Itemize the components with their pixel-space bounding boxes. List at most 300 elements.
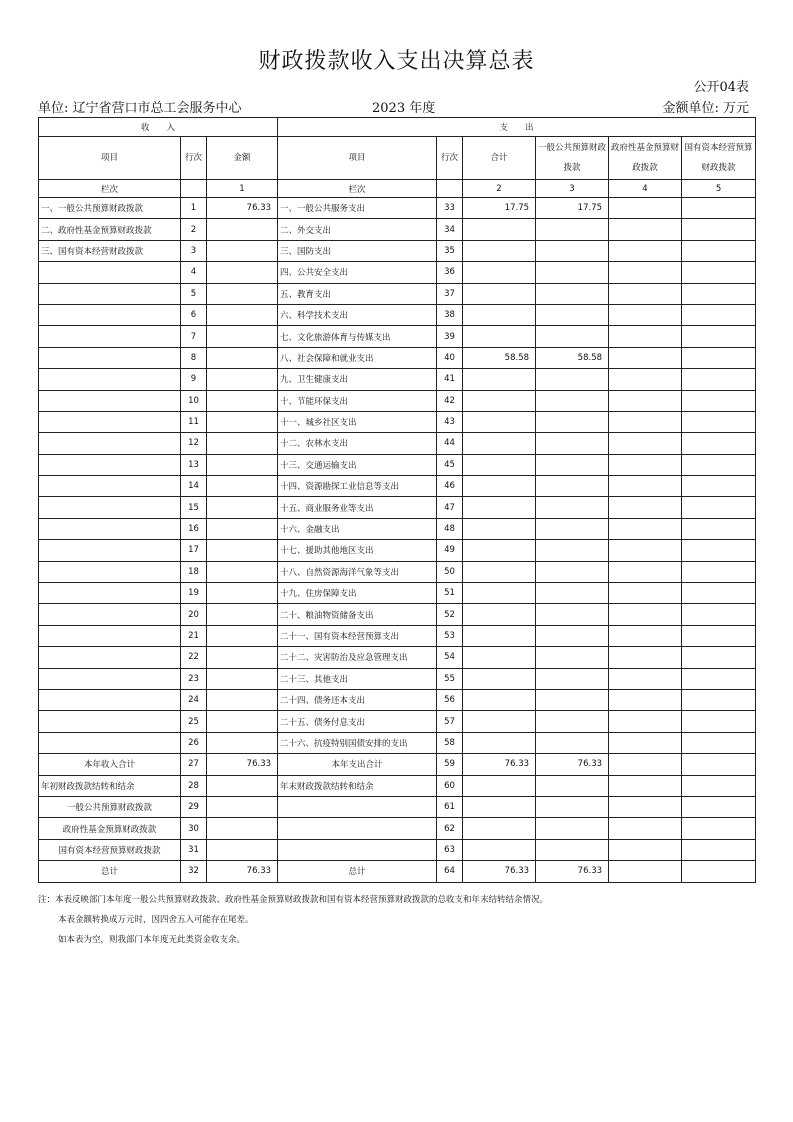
income-amount-cell [207,369,278,390]
income-item-cell [39,625,181,646]
expense-item-cell: 十四、资源勘探工业信息等支出 [278,476,437,497]
expense-row-no-cell: 59 [437,754,463,775]
expense-row-no-cell: 34 [437,219,463,240]
income-row-no-cell: 7 [181,326,207,347]
col-index-state-capital: 5 [682,180,756,198]
expense-gov-fund-cell [609,583,682,604]
expense-row-no-cell: 47 [437,497,463,518]
income-item-cell [39,454,181,475]
table-row [39,476,756,497]
expense-row-no-cell: 60 [437,775,463,796]
expense-item-cell: 一、一般公共服务支出 [278,198,437,219]
income-amount-cell [207,497,278,518]
expense-item-cell [278,796,437,817]
col-header-total: 合计 [463,137,536,180]
table-row [39,711,756,732]
expense-item-cell: 二、外交支出 [278,219,437,240]
income-item-cell [39,689,181,710]
income-item-cell [39,561,181,582]
col-index-amount: 1 [207,180,278,198]
table-row [39,411,756,432]
expense-item-cell: 十九、住房保障支出 [278,583,437,604]
expense-general-cell: 76.33 [536,754,609,775]
income-row-no-cell: 18 [181,561,207,582]
expense-gov-fund-cell [609,497,682,518]
expense-total-cell [463,433,536,454]
table-row [39,668,756,689]
expense-row-no-cell: 45 [437,454,463,475]
column-index-row [39,180,756,198]
note-1: 注：本表反映部门本年度一般公共预算财政拨款、政府性基金预算财政拨款和国有资本经营预算财政拨款的总收支和年末结转结余情况。 [38,895,549,905]
expense-item-cell: 十、节能环保支出 [278,390,437,411]
expense-gov-fund-cell [609,540,682,561]
expense-state-capital-cell [682,839,756,860]
income-item-cell [39,390,181,411]
expense-state-capital-cell [682,390,756,411]
expense-total-cell [463,497,536,518]
expense-general-cell [536,433,609,454]
expense-total-cell [463,540,536,561]
expense-item-cell: 年末财政拨款结转和结余 [278,775,437,796]
income-row-no-cell: 29 [181,796,207,817]
table-row [39,754,756,775]
expense-gov-fund-cell [609,796,682,817]
expense-general-cell [536,283,609,304]
table-row [39,796,756,817]
income-amount-cell [207,347,278,368]
expense-item-cell: 三、国防支出 [278,240,437,261]
expense-item-cell [278,818,437,839]
expense-state-capital-cell [682,198,756,219]
expense-general-cell [536,219,609,240]
expense-item-cell: 七、文化旅游体育与传媒支出 [278,326,437,347]
income-row-no-cell: 22 [181,647,207,668]
expense-gov-fund-cell [609,433,682,454]
expense-gov-fund-cell [609,198,682,219]
expense-row-no-cell: 35 [437,240,463,261]
expense-state-capital-cell [682,561,756,582]
expense-gov-fund-cell [609,347,682,368]
expense-state-capital-cell [682,369,756,390]
expense-total-cell [463,625,536,646]
income-item-cell [39,262,181,283]
expense-total-cell [463,668,536,689]
expense-general-cell [536,240,609,261]
budget-summary-table [38,117,756,883]
income-amount-cell [207,689,278,710]
income-row-no-cell: 17 [181,540,207,561]
note-3: 如本表为空，则我部门本年度无此类资金收支余。 [58,935,246,945]
expense-gov-fund-cell [609,240,682,261]
expense-item-cell: 五、教育支出 [278,283,437,304]
expense-total-cell [463,604,536,625]
expense-state-capital-cell [682,818,756,839]
income-row-no-cell: 11 [181,411,207,432]
income-row-no-cell: 24 [181,689,207,710]
income-row-no-cell: 25 [181,711,207,732]
col-header-general: 一般公共预算财政拨款 [536,137,609,180]
expense-gov-fund-cell [609,283,682,304]
expense-general-cell: 58.58 [536,347,609,368]
table-row [39,861,756,882]
expense-state-capital-cell [682,454,756,475]
income-amount-cell [207,839,278,860]
income-item-cell [39,583,181,604]
income-row-no-cell: 9 [181,369,207,390]
income-item-cell [39,411,181,432]
expense-item-cell: 六、科学技术支出 [278,304,437,325]
income-amount-cell: 76.33 [207,861,278,882]
income-amount-cell [207,625,278,646]
expense-gov-fund-cell [609,454,682,475]
table-row [39,540,756,561]
col-index-exp-label: 栏次 [278,180,437,198]
expense-item-cell: 四、公共安全支出 [278,262,437,283]
income-amount-cell [207,583,278,604]
income-row-no-cell: 16 [181,518,207,539]
page-title: 财政拨款收入支出决算总表 [258,49,535,74]
expense-total-cell [463,689,536,710]
income-item-cell: 一、一般公共预算财政拨款 [39,198,181,219]
income-item-cell [39,711,181,732]
table-row [39,775,756,796]
expense-gov-fund-cell [609,861,682,882]
expense-state-capital-cell [682,347,756,368]
table-row [39,818,756,839]
income-item-cell: 政府性基金预算财政拨款 [39,818,181,839]
col-index-total: 2 [463,180,536,198]
income-amount-cell [207,454,278,475]
col-header-item: 项目 [39,137,181,180]
expense-total-cell [463,583,536,604]
income-amount-cell [207,732,278,753]
expense-gov-fund-cell [609,732,682,753]
expense-general-cell [536,454,609,475]
expense-total-cell: 58.58 [463,347,536,368]
expense-state-capital-cell [682,540,756,561]
expense-general-cell [536,818,609,839]
expense-general-cell: 76.33 [536,861,609,882]
expense-general-cell [536,647,609,668]
expense-state-capital-cell [682,689,756,710]
income-amount-cell [207,668,278,689]
income-item-cell: 二、政府性基金预算财政拨款 [39,219,181,240]
expense-gov-fund-cell [609,647,682,668]
expense-row-no-cell: 42 [437,390,463,411]
col-index-general: 3 [536,180,609,198]
expense-gov-fund-cell [609,754,682,775]
income-row-no-cell: 4 [181,262,207,283]
income-row-no-cell: 2 [181,219,207,240]
income-row-no-cell: 28 [181,775,207,796]
income-row-no-cell: 8 [181,347,207,368]
col-index-gov-fund: 4 [609,180,682,198]
expense-item-cell: 八、社会保障和就业支出 [278,347,437,368]
income-row-no-cell: 5 [181,283,207,304]
expense-total-cell: 76.33 [463,754,536,775]
expense-gov-fund-cell [609,839,682,860]
income-amount-cell [207,818,278,839]
income-row-no-cell: 3 [181,240,207,261]
table-row [39,198,756,219]
expense-row-no-cell: 61 [437,796,463,817]
table-row [39,625,756,646]
table-row [39,647,756,668]
expense-item-cell [278,839,437,860]
table-row [39,347,756,368]
expense-total-cell [463,304,536,325]
expense-total-cell [463,775,536,796]
expense-gov-fund-cell [609,326,682,347]
amount-unit: 金额单位: 万元 [662,101,749,116]
table-row [39,732,756,753]
expense-general-cell [536,561,609,582]
expense-total-cell [463,369,536,390]
expense-total-cell [463,518,536,539]
form-number: 公开04表 [693,80,749,95]
expense-general-cell [536,326,609,347]
expense-general-cell [536,796,609,817]
expense-row-no-cell: 53 [437,625,463,646]
expense-row-no-cell: 36 [437,262,463,283]
income-amount-cell [207,411,278,432]
expense-general-cell [536,839,609,860]
income-item-cell: 总计 [39,861,181,882]
expense-total-cell [463,390,536,411]
income-amount-cell [207,433,278,454]
expense-gov-fund-cell [609,262,682,283]
expense-row-no-cell: 39 [437,326,463,347]
expense-total-cell [463,262,536,283]
income-amount-cell [207,604,278,625]
expense-item-cell: 十五、商业服务业等支出 [278,497,437,518]
expense-total-cell: 17.75 [463,198,536,219]
expense-total-cell [463,454,536,475]
expense-gov-fund-cell [609,476,682,497]
expense-state-capital-cell [682,433,756,454]
expense-general-cell [536,369,609,390]
expense-row-no-cell: 50 [437,561,463,582]
table-row [39,369,756,390]
income-amount-cell [207,540,278,561]
table-row [39,433,756,454]
income-amount-cell [207,796,278,817]
expense-general-cell [536,625,609,646]
expense-item-cell: 二十六、抗疫特别国债安排的支出 [278,732,437,753]
expense-general-cell [536,775,609,796]
expense-state-capital-cell [682,219,756,240]
expense-row-no-cell: 55 [437,668,463,689]
income-item-cell [39,283,181,304]
table-row [39,518,756,539]
expense-row-no-cell: 49 [437,540,463,561]
expense-general-cell [536,304,609,325]
expense-total-cell [463,326,536,347]
expense-state-capital-cell [682,304,756,325]
expense-general-cell [536,604,609,625]
reporting-unit: 单位: 辽宁省营口市总工会服务中心 [38,101,242,116]
expense-row-no-cell: 48 [437,518,463,539]
expense-gov-fund-cell [609,775,682,796]
expense-row-no-cell: 62 [437,818,463,839]
expense-state-capital-cell [682,775,756,796]
expense-row-no-cell: 43 [437,411,463,432]
income-row-no-cell: 12 [181,433,207,454]
income-amount-cell [207,262,278,283]
expense-general-cell [536,497,609,518]
income-item-cell [39,304,181,325]
expense-row-no-cell: 63 [437,839,463,860]
col-header-amount: 金额 [207,137,278,180]
expense-gov-fund-cell [609,390,682,411]
expense-state-capital-cell [682,518,756,539]
expense-total-cell [463,283,536,304]
notes [38,890,755,950]
income-amount-cell [207,647,278,668]
expense-item-cell: 十一、城乡社区支出 [278,411,437,432]
expense-group-header: 支 出 [278,118,756,137]
expense-item-cell: 九、卫生健康支出 [278,369,437,390]
expense-state-capital-cell [682,326,756,347]
income-row-no-cell: 32 [181,861,207,882]
expense-gov-fund-cell [609,711,682,732]
expense-total-cell [463,411,536,432]
expense-row-no-cell: 51 [437,583,463,604]
col-index-label: 栏次 [39,180,181,198]
expense-row-no-cell: 46 [437,476,463,497]
income-item-cell [39,433,181,454]
expense-row-no-cell: 38 [437,304,463,325]
expense-total-cell [463,476,536,497]
income-row-no-cell: 19 [181,583,207,604]
income-row-no-cell: 31 [181,839,207,860]
expense-item-cell: 总计 [278,861,437,882]
expense-row-no-cell: 33 [437,198,463,219]
col-index-blank-2 [437,180,463,198]
income-row-no-cell: 1 [181,198,207,219]
income-amount-cell [207,390,278,411]
expense-row-no-cell: 64 [437,861,463,882]
table-row [39,839,756,860]
expense-row-no-cell: 56 [437,689,463,710]
income-group-header: 收 入 [39,118,278,137]
expense-gov-fund-cell [609,668,682,689]
expense-item-cell: 二十一、国有资本经营预算支出 [278,625,437,646]
expense-general-cell [536,518,609,539]
fiscal-year: 2023 年度 [372,101,436,116]
expense-state-capital-cell [682,796,756,817]
table-row [39,304,756,325]
expense-item-cell: 十六、金融支出 [278,518,437,539]
income-item-cell: 年初财政拨款结转和结余 [39,775,181,796]
expense-state-capital-cell [682,861,756,882]
expense-state-capital-cell [682,583,756,604]
expense-general-cell: 17.75 [536,198,609,219]
expense-state-capital-cell [682,283,756,304]
income-amount-cell [207,219,278,240]
expense-general-cell [536,689,609,710]
expense-total-cell [463,561,536,582]
expense-general-cell [536,476,609,497]
income-amount-cell [207,240,278,261]
income-row-no-cell: 15 [181,497,207,518]
expense-item-cell: 二十、粮油物资储备支出 [278,604,437,625]
expense-gov-fund-cell [609,604,682,625]
income-item-cell [39,647,181,668]
table-row [39,240,756,261]
col-header-gov-fund: 政府性基金预算财政拨款 [609,137,682,180]
expense-item-cell: 十二、农林水支出 [278,433,437,454]
expense-gov-fund-cell [609,625,682,646]
table-row [39,689,756,710]
income-amount-cell [207,326,278,347]
income-amount-cell: 76.33 [207,754,278,775]
expense-general-cell [536,732,609,753]
expense-total-cell [463,732,536,753]
income-row-no-cell: 13 [181,454,207,475]
expense-general-cell [536,411,609,432]
expense-state-capital-cell [682,262,756,283]
table-row [39,219,756,240]
col-index-blank [181,180,207,198]
expense-row-no-cell: 44 [437,433,463,454]
income-amount-cell: 76.33 [207,198,278,219]
expense-gov-fund-cell [609,369,682,390]
income-row-no-cell: 20 [181,604,207,625]
table-row [39,326,756,347]
income-item-cell [39,518,181,539]
expense-state-capital-cell [682,625,756,646]
expense-total-cell [463,711,536,732]
col-header-row-no: 行次 [181,137,207,180]
income-item-cell [39,604,181,625]
expense-gov-fund-cell [609,818,682,839]
expense-row-no-cell: 58 [437,732,463,753]
expense-gov-fund-cell [609,411,682,432]
income-item-cell [39,668,181,689]
col-header-exp-item: 项目 [278,137,437,180]
expense-gov-fund-cell [609,304,682,325]
expense-state-capital-cell [682,411,756,432]
income-item-cell: 三、国有资本经营财政拨款 [39,240,181,261]
income-amount-cell [207,711,278,732]
table-row [39,262,756,283]
income-row-no-cell: 30 [181,818,207,839]
expense-gov-fund-cell [609,219,682,240]
group-header-row [39,118,756,137]
table-row [39,604,756,625]
expense-row-no-cell: 41 [437,369,463,390]
income-item-cell: 一般公共预算财政拨款 [39,796,181,817]
note-2: 本表金额转换成万元时，因四舍五入可能存在尾差。 [58,915,254,925]
expense-general-cell [536,262,609,283]
expense-item-cell: 十八、自然资源海洋气象等支出 [278,561,437,582]
expense-item-cell: 二十五、债务付息支出 [278,711,437,732]
expense-total-cell [463,240,536,261]
income-row-no-cell: 27 [181,754,207,775]
table-row [39,497,756,518]
income-row-no-cell: 23 [181,668,207,689]
income-item-cell: 国有资本经营预算财政拨款 [39,839,181,860]
income-amount-cell [207,775,278,796]
income-amount-cell [207,283,278,304]
expense-item-cell: 二十四、债务还本支出 [278,689,437,710]
expense-general-cell [536,711,609,732]
expense-row-no-cell: 57 [437,711,463,732]
income-item-cell [39,540,181,561]
expense-general-cell [536,583,609,604]
table-row [39,390,756,411]
